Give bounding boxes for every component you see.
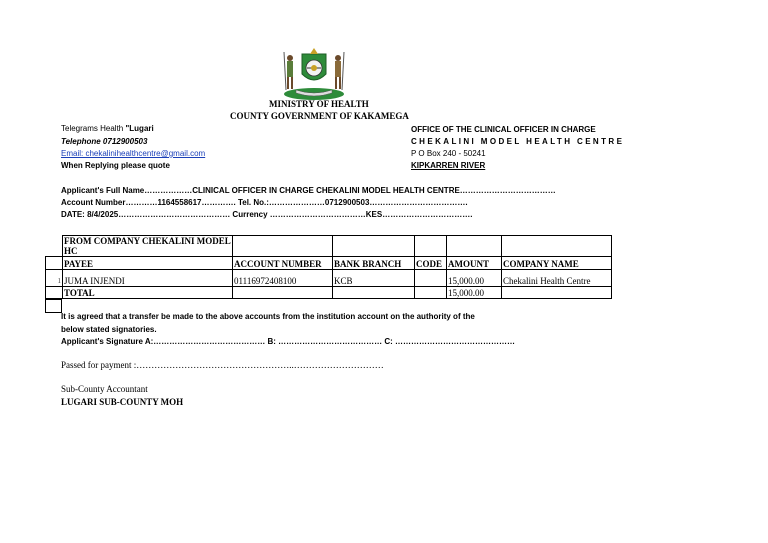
payee-cell: JUMA INJENDI [63,270,233,287]
payment-table [45,235,612,299]
table-row [46,270,612,287]
place-line: KIPKARREN RIVER [411,161,486,170]
applicant-name-line: Applicant's Full Name………………CLINICAL OFFICER IN CHARGE CHEKALINI MODEL HEALTH CENTRE……………………………… [61,186,556,195]
header-payee: PAYEE [63,257,233,270]
amount-cell: 15,000.00 [447,270,502,287]
telegrams-line [61,124,154,133]
office-line: OFFICE OF THE CLINICAL OFFICER IN CHARGE [411,125,596,134]
company-cell: Chekalini Health Centre [502,270,612,287]
telegrams-label: Telegrams Health [61,124,124,133]
telephone-line: Telephone 0712900503 [61,137,148,146]
total-row [46,287,612,299]
po-box-line: P O Box 240 - 50241 [411,149,486,158]
centre-line: CHEKALINI MODEL HEALTH CENTRE [411,137,625,146]
total-amount: 15,000.00 [447,287,502,299]
coat-of-arms-logo [276,46,352,100]
from-company-row [46,236,612,257]
email-link[interactable]: Email: chekalinihealthcentre@gmail.com [61,149,206,158]
account-cell: 01116972408100 [233,270,333,287]
header-company-name: COMPANY NAME [502,257,612,270]
header-bank-branch: BANK BRANCH [333,257,415,270]
reply-quote-line: When Replying please quote [61,161,170,170]
passed-for-payment-line: Passed for payment :……………………………………………..………………………… [61,360,384,370]
code-cell [415,270,447,287]
total-label: TOTAL [63,287,233,299]
sub-county-office: LUGARI SUB-COUNTY MOH [61,397,184,407]
table-header-row [46,257,612,270]
signature-line: Applicant's Signature A:…………………………………… B: ………………………………… C: ……………………………………… [61,337,516,346]
from-company-cell: FROM COMPANY CHEKALINI MODEL HC [64,236,231,256]
ministry-title: MINISTRY OF HEALTH [269,99,369,109]
header-code: CODE [415,257,447,270]
telegrams-value: "Lugari [125,124,154,133]
agreement-line-2: below stated signatories. [61,325,157,334]
date-currency-line: DATE: 8/4/2025…………………………………… Currency ………………………………KES……………………………. [61,210,473,219]
agreement-line-1: It is agreed that a transfer be made to the above accounts from the institution account on the authority of the [61,312,475,321]
account-number-line: Account Number…………1164558617…………. Tel. No.:…………………0712900503………………………………. [61,198,468,207]
county-title: COUNTY GOVERNMENT OF KAKAMEGA [230,111,409,121]
header-account-number: ACCOUNT NUMBER [233,257,333,270]
empty-cell-box [45,299,62,313]
branch-cell: KCB [333,270,415,287]
row-number: 1 [46,270,63,287]
header-amount: AMOUNT [447,257,502,270]
accountant-role: Sub-County Accountant [61,384,148,394]
